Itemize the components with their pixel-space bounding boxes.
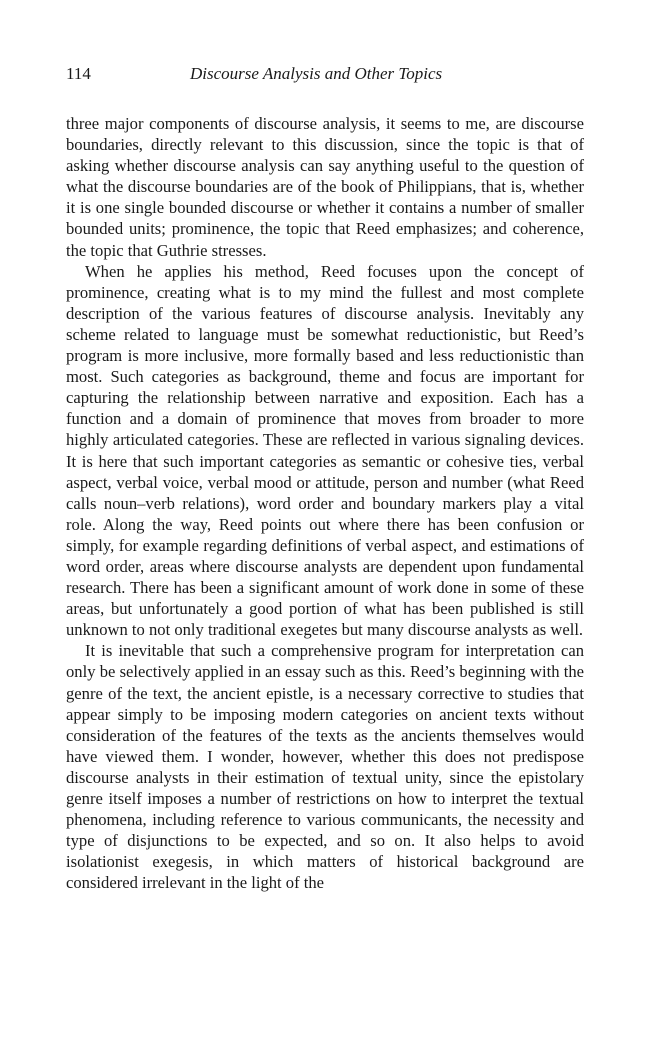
paragraph-continued: three major components of discourse analysis, it seems to me, are discourse boundaries, directly relevant to this discussion, since the topic is that of asking whether discourse analysis can say anything useful to the question of what the discourse boundaries are of the book of Philippians, that is, whether it is one single bounded discourse or whether it contains a number of smaller bounded units; prominence, the topic that Reed emphasizes; and coherence, the topic that Guthrie stresses. xyxy=(66,114,584,260)
paragraph-comprehensive-program: It is inevitable that such a comprehensive program for interpretation can only be selectively applied in an essay such as this. Reed’s beginning with the genre of the text, the ancient epistle, is a necessary corrective to studies that appear simply to be imposing modern categories on ancient texts without consideration of the features of the texts as the ancients themselves would have viewed them. I wonder, however, whether this does not predispose discourse analysts in their estimation of textual unity, since the epistolary genre itself imposes a number of restrictions on how to interpret the textual phenomena, including reference to various communicants, the necessity and type of disjunctions to be expected, and so on. It also helps to avoid isolationist exegesis, in which matters of historical background are considered irrelevant in the light of the xyxy=(66,641,584,893)
running-title: Discourse Analysis and Other Topics xyxy=(190,64,443,83)
body-text xyxy=(66,113,584,893)
page-number: 114 xyxy=(66,64,91,83)
running-head xyxy=(66,62,584,86)
paragraph-reed-method: When he applies his method, Reed focuses upon the concept of prominence, creating what is to my mind the fullest and most complete description of the various features of discourse analysis. Inevitably any scheme related to language must be somewhat reductionistic, but Reed’s program is more inclusive, more formally based and less reductionistic than most. Such categories as background, theme and focus are important for capturing the relationship between narrative and exposition. Each has a function and a domain of prominence that moves from broader to more highly articulated categories. These are reflected in various signaling devices. It is here that such important categories as semantic or cohesive ties, verbal aspect, verbal voice, verbal mood or attitude, person and number (what Reed calls noun–verb relations), word order and boundary markers play a vital role. Along the way, Reed points out where there has been confusion or simply, for example regarding definitions of verbal aspect, and estimations of word order, areas where discourse analysts are dependent upon fundamental research. There has been a significant amount of work done in some of these areas, but unfortunately a good portion of what has been published is still unknown to not only traditional exegetes but many discourse analysts as well. xyxy=(66,261,584,640)
